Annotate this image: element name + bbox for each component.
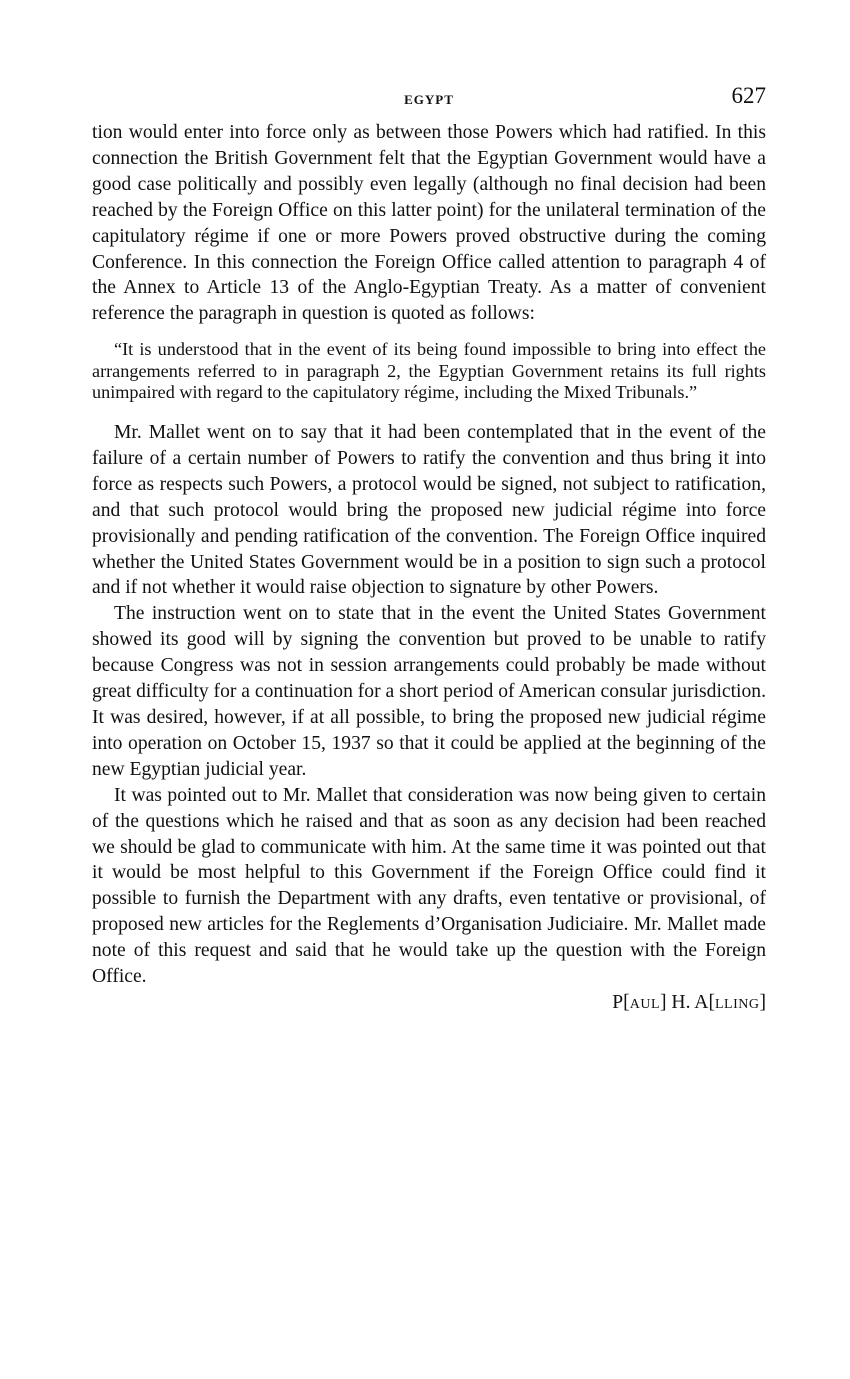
- paragraph-instruction: The instruction went on to state that in the event the United States Government showed its good will by signing the convention but proved to be unable to ratify because Congress was not in session arrangements could probably be made without great difficulty for a continuation for a short period of American consular jurisdiction. It was desired, however, if at all possible, to bring the proposed new judicial régime into operation on October 15, 1937 so that it could be applied at the beginning of the new Egyptian judicial year.: [92, 603, 766, 780]
- signature-first-initial: P[: [612, 991, 630, 1013]
- running-title: EGYPT: [404, 92, 454, 107]
- signature-middle: ] H. A[: [660, 991, 715, 1013]
- running-head: [92, 80, 766, 120]
- paragraph-mallet-protocol: Mr. Mallet went on to say that it had been contemplated that in the event of the failure of a certain number of Powers to ratify the convention and thus bring it into force as respects such Powers, a protocol would be signed, not subject to ratification, and that such protocol would bring the proposed new judicial régime into force provisionally and pending ratification of the convention. The Foreign Office inquired whether the United States Government would be in a position to sign such a protocol and if not whether it would raise objection to signature by other Powers.: [92, 422, 766, 599]
- paragraph-response: It was pointed out to Mr. Mallet that consideration was now being given to certain of the questions which he raised and that as soon as any decision had been reached we should be glad to communicate with him. At the same time it was pointed out that it would be most helpful to this Government if the Foreign Office could find it possible to furnish the Department with any drafts, even tentative or provisional, of proposed new articles for the Reglements d’Organisation Judiciaire. Mr. Mallet made note of this request and said that he would take up the question with the Foreign Office.: [92, 784, 766, 988]
- signature: [92, 990, 766, 1018]
- page-number: 627: [731, 83, 766, 108]
- document-page: [92, 80, 766, 1018]
- signature-first-rest: AUL: [629, 996, 660, 1012]
- signature-close: ]: [759, 991, 766, 1013]
- paragraph-continuation: tion would enter into force only as between those Powers which had ratified. In this connection the British Government felt that the Egyptian Government would have a good case politically and possibly even legally (although no final decision had been reached by the Foreign Office on this latter point) for the unilateral termination of the capitulatory régime if one or more Powers proved obstructive during the coming Conference. In this connection the Foreign Office called attention to paragraph 4 of the Annex to Article 13 of the Anglo-Egyptian Treaty. As a matter of convenient reference the paragraph in question is quoted as follows:: [92, 122, 766, 325]
- signature-last-rest: LLING: [714, 996, 760, 1012]
- block-quote: “It is understood that in the event of its being found impossible to bring into effect the arrangements referred to in paragraph 2, the Egyptian Government retains its full rights unimpaired with regard to the capitulatory régime, including the Mixed Tribunals.”: [92, 339, 766, 403]
